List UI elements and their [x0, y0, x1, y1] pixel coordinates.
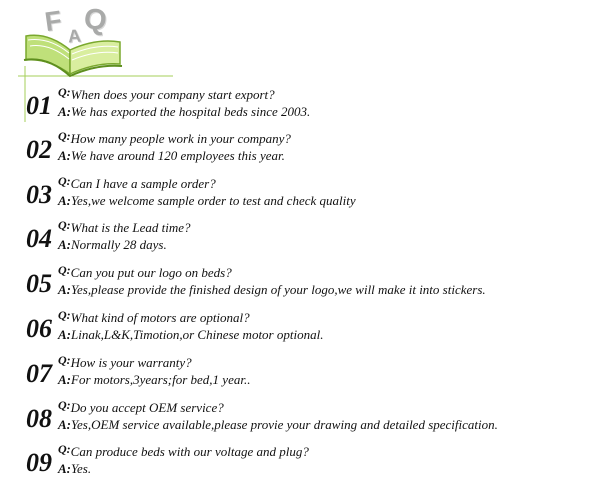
faq-question [58, 86, 275, 104]
faq-item [0, 264, 600, 308]
answer-prefix: A: [58, 372, 71, 387]
answer-prefix: A: [58, 327, 71, 342]
question-text: What is the Lead time? [70, 220, 191, 235]
faq-number: 06 [26, 314, 52, 343]
question-text: Can you put our logo on beds? [70, 265, 232, 280]
faq-item [0, 219, 600, 263]
faq-question [58, 309, 250, 327]
question-text: Can produce beds with our voltage and plug? [70, 444, 309, 459]
answer-text: For motors,3years;for bed,1 year.. [71, 372, 251, 387]
faq-item [0, 399, 600, 443]
faq-item [0, 354, 600, 398]
answer-prefix: A: [58, 461, 71, 476]
question-prefix: Q: [58, 353, 71, 367]
faq-answer [58, 103, 310, 120]
question-text: Can I have a sample order? [70, 176, 216, 191]
logo-letter-q: Q [82, 2, 109, 38]
question-prefix: Q: [58, 442, 71, 456]
faq-number: 03 [26, 180, 52, 209]
faq-answer [58, 281, 486, 298]
faq-number: 09 [26, 448, 52, 477]
faq-item [0, 309, 600, 353]
answer-text: Linak,L&K,Timotion,or Chinese motor optional. [71, 327, 324, 342]
faq-item [0, 130, 600, 174]
question-prefix: Q: [58, 129, 71, 143]
answer-prefix: A: [58, 104, 71, 119]
answer-text: We have around 120 employees this year. [71, 148, 285, 163]
faq-answer [58, 192, 356, 209]
answer-text: Yes. [71, 461, 92, 476]
faq-question [58, 399, 224, 417]
question-prefix: Q: [58, 174, 71, 188]
faq-number: 07 [26, 359, 52, 388]
question-prefix: Q: [58, 398, 71, 412]
faq-answer [58, 371, 250, 388]
faq-number: 08 [26, 404, 52, 433]
faq-item [0, 175, 600, 219]
faq-answer [58, 460, 91, 477]
answer-prefix: A: [58, 282, 71, 297]
faq-question [58, 130, 291, 148]
question-text: What kind of motors are optional? [70, 310, 250, 325]
question-prefix: Q: [58, 85, 71, 99]
logo-letter-a: A [67, 25, 82, 47]
answer-prefix: A: [58, 417, 71, 432]
question-text: How many people work in your company? [70, 131, 291, 146]
answer-prefix: A: [58, 237, 71, 252]
answer-text: Yes,please provide the finished design of your logo,we will make it into stickers. [71, 282, 486, 297]
question-text: How is your warranty? [70, 355, 192, 370]
faq-question [58, 175, 216, 193]
question-prefix: Q: [58, 263, 71, 277]
answer-text: Normally 28 days. [71, 237, 167, 252]
faq-answer [58, 236, 167, 253]
faq-answer [58, 416, 498, 433]
answer-prefix: A: [58, 193, 71, 208]
question-prefix: Q: [58, 308, 71, 322]
faq-number: 01 [26, 91, 52, 120]
answer-text: We has exported the hospital beds since 2003. [71, 104, 311, 119]
faq-question [58, 264, 232, 282]
question-text: When does your company start export? [70, 87, 275, 102]
faq-item [0, 443, 600, 487]
faq-number: 02 [26, 135, 52, 164]
faq-number: 05 [26, 269, 52, 298]
answer-text: Yes,we welcome sample order to test and check quality [71, 193, 356, 208]
faq-number: 04 [26, 224, 52, 253]
faq-answer [58, 147, 285, 164]
faq-question [58, 443, 309, 461]
question-prefix: Q: [58, 218, 71, 232]
faq-item [0, 86, 600, 130]
answer-text: Yes,OEM service available,please provie your drawing and detailed specification. [71, 417, 498, 432]
logo-letter-f: F [42, 5, 64, 38]
answer-prefix: A: [58, 148, 71, 163]
faq-question [58, 354, 192, 372]
faq-answer [58, 326, 323, 343]
question-text: Do you accept OEM service? [70, 400, 224, 415]
faq-question [58, 219, 191, 237]
